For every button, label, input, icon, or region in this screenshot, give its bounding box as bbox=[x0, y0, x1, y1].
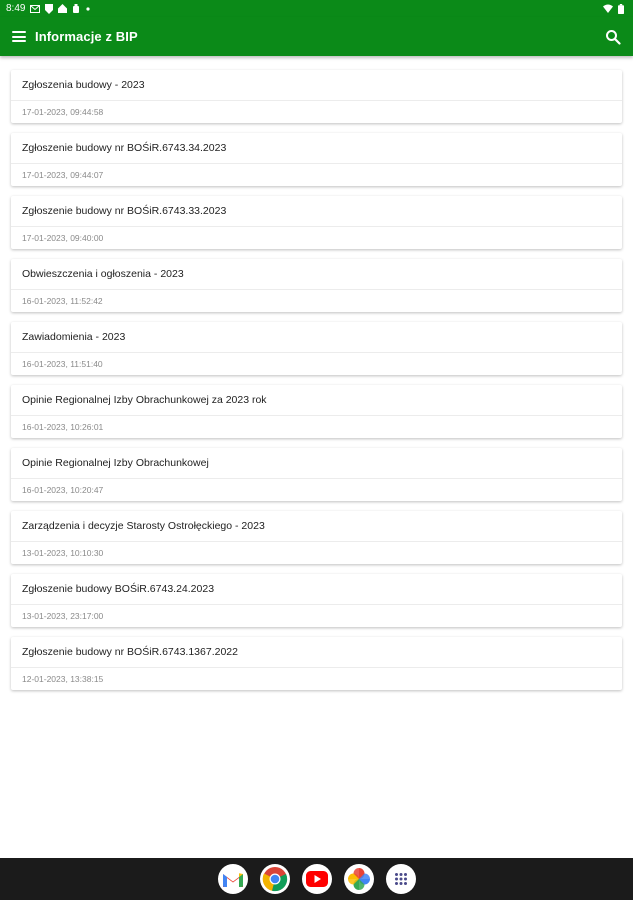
battery-icon bbox=[618, 4, 624, 14]
dot-icon bbox=[85, 6, 91, 12]
nav-bar bbox=[0, 858, 633, 900]
item-title: Zgłoszenie budowy nr BOŚiR.6743.34.2023 bbox=[11, 133, 622, 164]
menu-icon[interactable] bbox=[12, 31, 26, 42]
chrome-icon[interactable] bbox=[260, 864, 290, 894]
item-date: 16-01-2023, 11:52:42 bbox=[22, 296, 103, 306]
item-title: Zgłoszenie budowy nr BOŚiR.6743.1367.2022 bbox=[11, 637, 622, 668]
list-item[interactable] bbox=[11, 385, 622, 438]
status-time: 8:49 bbox=[6, 3, 26, 14]
home-icon bbox=[58, 4, 67, 13]
item-title: Zgłoszenie budowy BOŚiR.6743.24.2023 bbox=[11, 574, 622, 605]
android-icon bbox=[72, 4, 80, 13]
list-item[interactable] bbox=[11, 511, 622, 564]
status-right bbox=[603, 4, 624, 14]
item-title: Zawiadomienia - 2023 bbox=[11, 322, 622, 353]
item-title: Zgłoszenia budowy - 2023 bbox=[11, 70, 622, 101]
item-date: 17-01-2023, 09:40:00 bbox=[22, 233, 104, 243]
item-date: 17-01-2023, 09:44:07 bbox=[22, 170, 104, 180]
search-icon[interactable] bbox=[605, 29, 621, 45]
item-date: 17-01-2023, 09:44:58 bbox=[22, 107, 104, 117]
item-date: 13-01-2023, 10:10:30 bbox=[22, 548, 104, 558]
gmail-notification-icon bbox=[30, 5, 40, 13]
app-title: Informacje z BIP bbox=[35, 29, 138, 44]
bip-list bbox=[11, 70, 622, 700]
status-bar bbox=[0, 0, 633, 17]
app-drawer-icon[interactable] bbox=[386, 864, 416, 894]
youtube-icon[interactable] bbox=[302, 864, 332, 894]
list-item[interactable] bbox=[11, 448, 622, 501]
list-item[interactable] bbox=[11, 322, 622, 375]
item-date: 16-01-2023, 10:20:47 bbox=[22, 485, 104, 495]
list-item[interactable] bbox=[11, 70, 622, 123]
item-title: Zarządzenia i decyzje Starosty Ostrołęckiego - 2023 bbox=[11, 511, 622, 542]
photos-icon[interactable] bbox=[344, 864, 374, 894]
item-date: 16-01-2023, 11:51:40 bbox=[22, 359, 103, 369]
item-title: Obwieszczenia i ogłoszenia - 2023 bbox=[11, 259, 622, 290]
item-title: Opinie Regionalnej Izby Obrachunkowej za 2023 rok bbox=[11, 385, 622, 416]
wifi-icon bbox=[603, 4, 613, 13]
shield-icon bbox=[45, 4, 53, 14]
list-item[interactable] bbox=[11, 196, 622, 249]
item-date: 12-01-2023, 13:38:15 bbox=[22, 674, 104, 684]
app-bar bbox=[0, 17, 633, 56]
list-item[interactable] bbox=[11, 133, 622, 186]
status-left bbox=[6, 3, 91, 14]
list-item[interactable] bbox=[11, 637, 622, 690]
list-item[interactable] bbox=[11, 259, 622, 312]
item-title: Zgłoszenie budowy nr BOŚiR.6743.33.2023 bbox=[11, 196, 622, 227]
gmail-icon[interactable] bbox=[218, 864, 248, 894]
item-date: 13-01-2023, 23:17:00 bbox=[22, 611, 104, 621]
list-item[interactable] bbox=[11, 574, 622, 627]
item-title: Opinie Regionalnej Izby Obrachunkowej bbox=[11, 448, 622, 479]
item-date: 16-01-2023, 10:26:01 bbox=[22, 422, 104, 432]
